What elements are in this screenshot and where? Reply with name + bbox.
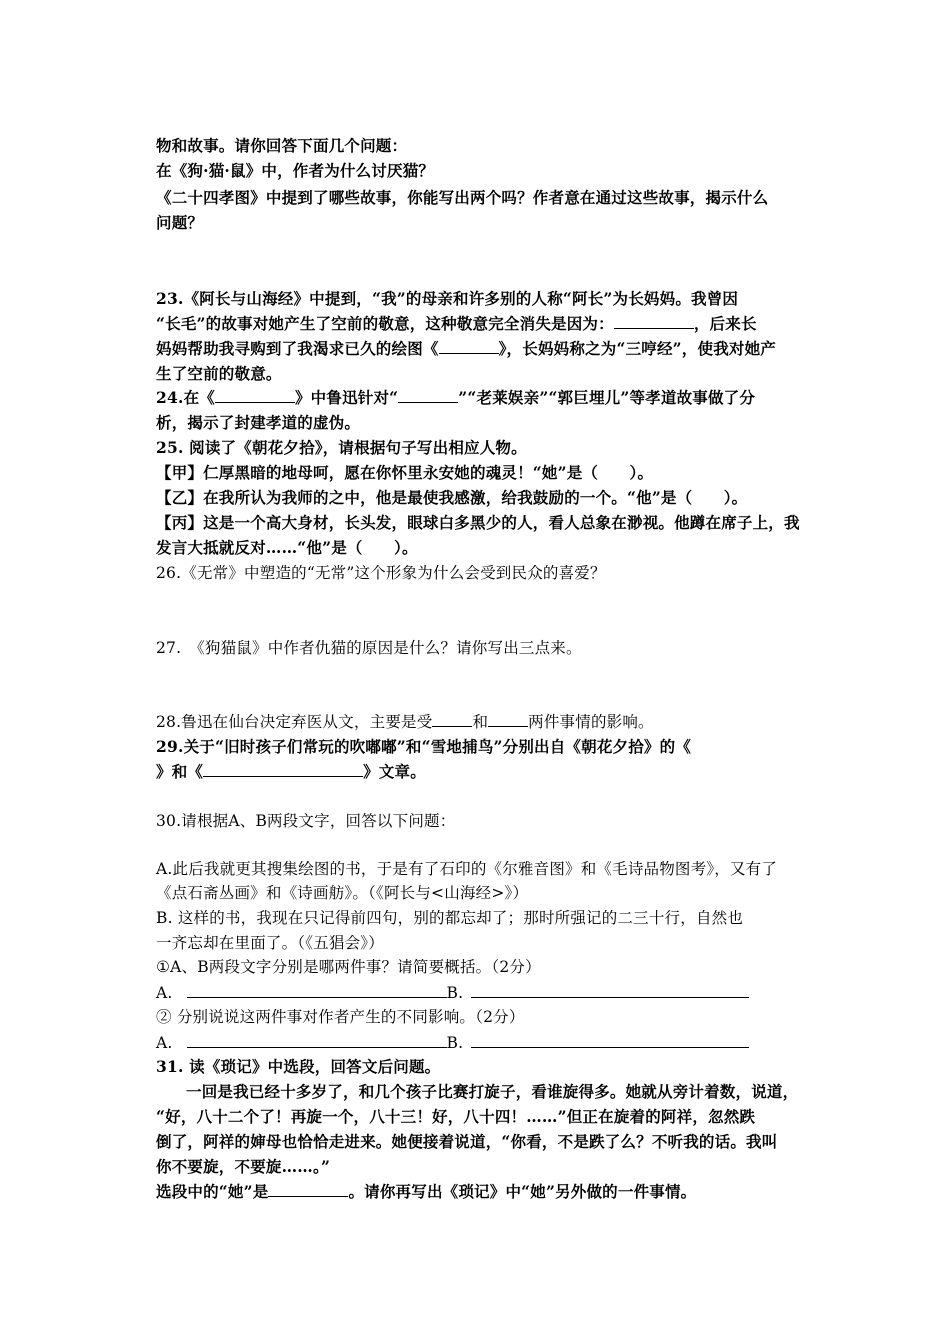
- q31-passage: 你不要旋，不要旋……。”: [156, 1157, 331, 1176]
- q31-passage: 一回是我已经十多岁了，和几个孩子比赛打旋子，看谁旋得多。她就从旁计着数，说道，: [186, 1082, 799, 1101]
- intro-question: 在《狗·猫·鼠》中，作者为什么讨厌猫？: [156, 161, 435, 180]
- q23-text: 》，长妈妈称之为“三哼经”，使我对她产: [498, 339, 776, 358]
- label-b: B.: [446, 1034, 464, 1052]
- q24-text: ”“老莱娱亲”“郭巨埋儿”等孝道故事做了分: [458, 388, 756, 407]
- label-a: A.: [156, 1034, 173, 1052]
- q25-item-yi: 【乙】在我所认为我师的之中，他是最使我感激，给我鼓励的一个。“他”是（ ）。: [156, 488, 748, 507]
- q23-line: [156, 313, 806, 335]
- intro-line: 物和故事。请你回答下面几个问题：: [156, 136, 408, 155]
- q31-title: 31. 读《琐记》中选段，回答文后问题。: [156, 1057, 441, 1076]
- q30-subquestion-1: ①A、B两段文字分别是哪两件事？请简要概括。（2分）: [156, 958, 541, 976]
- q29-text: 》和《: [156, 762, 204, 781]
- q28-text: 和: [472, 713, 489, 731]
- q30-passage-a: 《点石斋丛画》和《诗画舫》。（《阿长与<山海经>》）: [156, 884, 529, 902]
- answer-blank[interactable]: [203, 761, 363, 777]
- q31-text: 选段中的“她”是: [156, 1182, 269, 1201]
- q23-line: [156, 338, 806, 360]
- q29-line: 29.关于“旧时孩子们常玩的吹嘟嘟”和“雪地捕鸟”分别出自《朝花夕拾》的《: [156, 737, 692, 756]
- q25-title: 25. 阅读了《朝花夕拾》，请根据句子写出相应人物。: [156, 438, 527, 457]
- q28-text: 两件事情的影响。: [528, 713, 654, 731]
- answer-blank[interactable]: [187, 982, 447, 998]
- q30-answer-row: [156, 1032, 806, 1054]
- answer-blank[interactable]: [398, 387, 458, 403]
- intro-question: 《二十四孝图》中提到了哪些故事，你能写出两个吗？作者意在通过这些故事，揭示什么: [156, 188, 769, 207]
- q24-text: 24.在《: [156, 388, 215, 407]
- q23-text: ，后来长: [693, 314, 757, 333]
- q29-line: [156, 761, 806, 783]
- q23-line: 生了空前的敬意。: [156, 364, 282, 383]
- q29-text: 》文章。: [363, 762, 426, 781]
- q31-question: [156, 1181, 806, 1203]
- q25-item-jia: 【甲】仁厚黑暗的地母呵，愿在你怀里永安她的魂灵！“她”是（ ）。: [156, 463, 654, 482]
- q23-text: “长毛”的故事对她产生了空前的敬意，这种敬意完全消失是因为：: [156, 314, 614, 333]
- answer-blank[interactable]: [488, 711, 528, 727]
- q25-item-bing: 发言大抵就反对……“他”是（ ）。: [156, 538, 418, 557]
- q30-passage-a: A.此后我就更其搜集绘图的书，于是有了石印的《尔雅音图》和《毛诗品物图考》，又有了: [156, 860, 778, 878]
- q30-answer-row: [156, 982, 806, 1004]
- intro-question: 问题？: [156, 213, 204, 232]
- q24-line: [156, 387, 806, 409]
- label-a: A.: [156, 984, 173, 1002]
- q31-passage: “好，八十二个了！再旋一个，八十三！好，八十四！……”但正在旋着的阿祥，忽然跌: [156, 1107, 756, 1126]
- answer-blank[interactable]: [439, 338, 499, 354]
- answer-blank[interactable]: [614, 313, 694, 329]
- q30-passage-b: B. 这样的书，我现在只记得前四句，别的都忘却了；那时所强记的二三十行，自然也: [156, 909, 744, 927]
- q28-text: 28.鲁迅在仙台决定弃医从文，主要是受: [156, 713, 433, 731]
- answer-blank[interactable]: [187, 1032, 447, 1048]
- answer-blank[interactable]: [215, 387, 295, 403]
- q23-text: 妈妈帮助我寻购到了我渴求已久的绘图《: [156, 339, 439, 358]
- answer-blank[interactable]: [268, 1181, 348, 1197]
- q26-question: 26.《无常》中塑造的“无常”这个形象为什么会受到民众的喜爱？: [156, 564, 606, 582]
- q30-subquestion-2: ② 分别说说这两件事对作者产生的不同影响。（2分）: [156, 1008, 525, 1026]
- q28-line: [156, 711, 806, 733]
- label-b: B.: [446, 984, 464, 1002]
- q23-line: 23.《阿长与山海经》中提到，“我”的母亲和许多别的人称“阿长”为长妈妈。我曾因: [156, 289, 739, 308]
- q24-line: 析，揭示了封建孝道的虚伪。: [156, 413, 361, 432]
- answer-blank[interactable]: [471, 1032, 749, 1048]
- answer-blank[interactable]: [471, 982, 749, 998]
- q24-text: 》中鲁迅针对“: [294, 388, 399, 407]
- q30-passage-b: 一齐忘却在里面了。（《五猖会》）: [156, 934, 384, 952]
- answer-blank[interactable]: [432, 711, 472, 727]
- q30-title: 30.请根据A、B两段文字，回答以下问题：: [156, 812, 456, 830]
- q27-question: 27. 《狗猫鼠》中作者仇猫的原因是什么？请你写出三点来。: [156, 639, 582, 657]
- q31-text: 。请你再写出《琐记》中“她”另外做的一件事情。: [348, 1182, 697, 1201]
- q31-passage: 倒了，阿祥的婶母也恰恰走进来。她便接着说道，“你看，不是跌了么？不听我的话。我叫: [156, 1132, 778, 1151]
- q25-item-bing: 【丙】这是一个高大身材，长头发，眼球白多黑少的人，看人总象在渺视。他蹲在席子上，我: [156, 513, 800, 532]
